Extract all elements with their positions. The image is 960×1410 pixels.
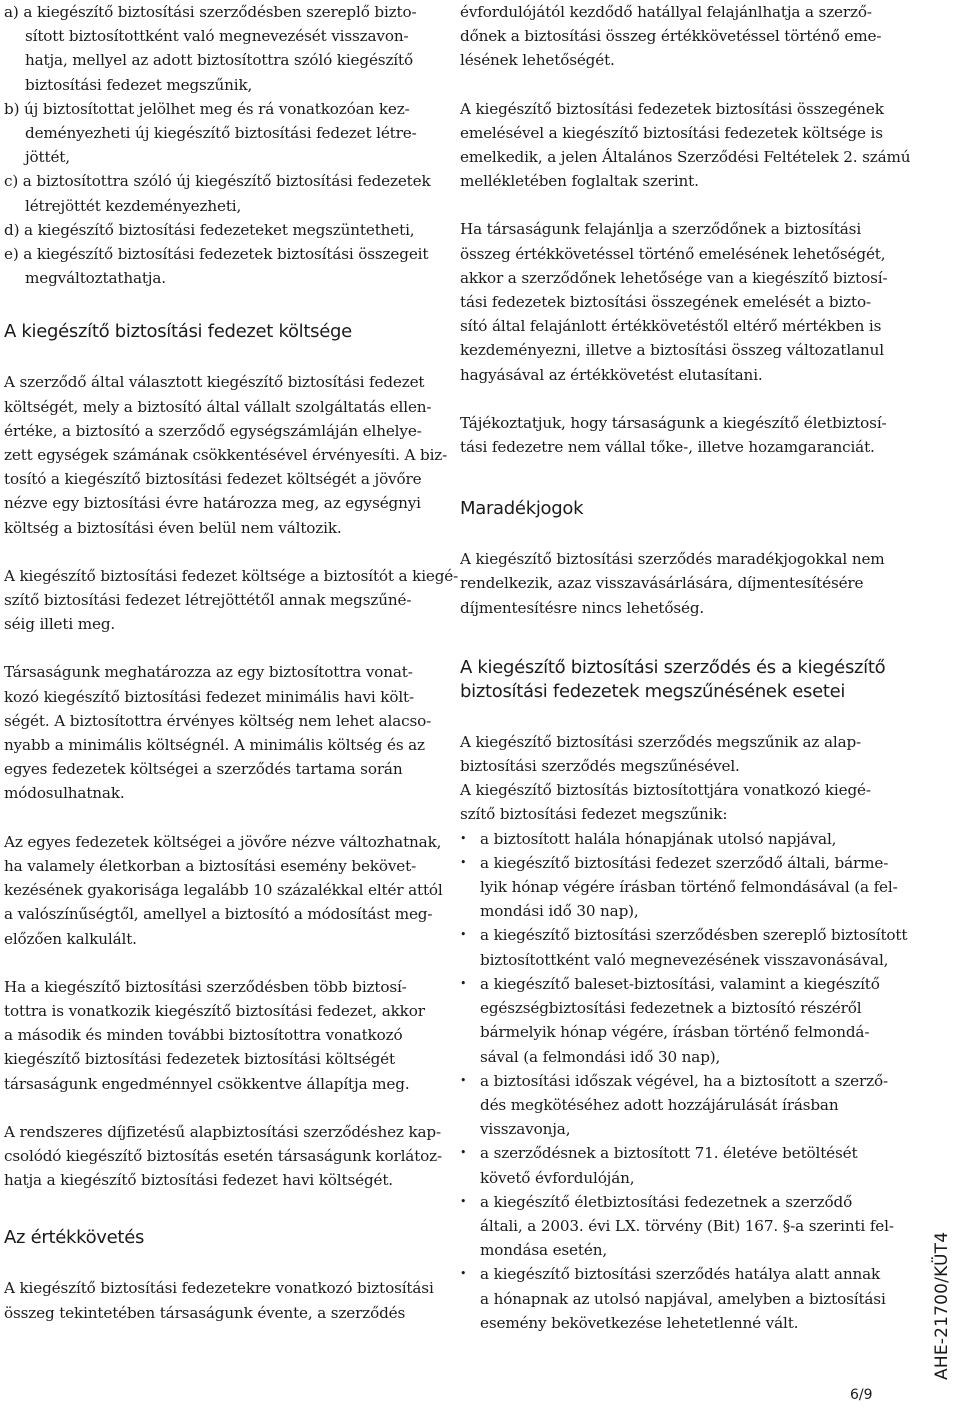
text-line: ségét. A biztosítottra érvényes költség nem lehet alacso-: [4, 711, 432, 730]
text-line: deményezheti új kiegészítő biztosítási fedezet létre-: [25, 124, 417, 143]
text-line: összeg értékkövetéssel történő emelésének lehetőségét,: [460, 244, 886, 263]
bullet-dot: •: [460, 1267, 467, 1281]
bullet-item: [460, 923, 908, 947]
text-line: A kiegészítő biztosítási fedezetekre vonatkozó biztosítási: [4, 1279, 434, 1298]
text-line: egyes fedezetek költségei a szerződés tartama során: [4, 760, 403, 779]
section-heading: biztosítási fedezetek megszűnésének esetei: [460, 680, 846, 702]
text-line: mellékletében foglaltak szerint.: [460, 172, 699, 191]
spacer: [460, 704, 884, 730]
spacer: [4, 290, 428, 320]
spacer: [4, 344, 428, 370]
bullet-item: [460, 972, 884, 996]
text-line: Tájékoztatjuk, hogy társaságunk a kiegészítő életbiztosí-: [460, 413, 887, 432]
bullet-text: a kiegészítő biztosítási szerződés hatálya alatt annak: [480, 1265, 881, 1284]
spacer: [460, 459, 884, 497]
text-line: létrejöttét kezdeményezheti,: [25, 196, 242, 215]
text-line: szítő biztosítási fedezet létrejöttétől annak megszűné-: [4, 591, 412, 610]
text-line: Társaságunk meghatározza az egy biztosítottra vonat-: [4, 663, 413, 682]
bullet-text: a kiegészítő életbiztosítási fedezetnek a szerződő: [480, 1192, 853, 1211]
text-line: A rendszeres díjfizetésű alapbiztosítási szerződéshez kap-: [4, 1122, 441, 1141]
right-column: [460, 0, 911, 1335]
text-line: kozó kiegészítő biztosítási fedezet minimális havi költ-: [4, 687, 414, 706]
text-line: A kiegészítő biztosítás biztosítottjára vonatkozó kiegé-: [460, 781, 871, 800]
bullet-dot: •: [460, 976, 467, 990]
text-line: ha valamely életkorban a biztosítási esemény bekövet-: [4, 856, 417, 875]
text-line: sított biztosítottként való megnevezését visszavon-: [25, 27, 409, 46]
text-line: Ha a kiegészítő biztosítási szerződésben több biztosí-: [4, 977, 407, 996]
text-line: értéke, a biztosító a szerződő egységszámláján elhelye-: [4, 421, 422, 440]
bullet-item: [460, 1069, 888, 1093]
text-line: hagyásával az értékkövetést elutasítani.: [460, 365, 763, 384]
bullet-item: [460, 1141, 884, 1165]
bullet-text: a szerződésnek a biztosított 71. életéve betöltését: [480, 1144, 858, 1163]
bullet-text: követő évfordulóján,: [480, 1168, 635, 1187]
bullet-continuation: [460, 875, 898, 899]
bullet-text: a kiegészítő biztosítási fedezet szerződő általi, bárme-: [480, 853, 889, 872]
bullet-continuation: [460, 1020, 884, 1044]
text-line: megváltoztathatja.: [25, 269, 166, 288]
text-line: rendelkezik, azaz visszavásárlására, díjmentesítésére: [460, 574, 864, 593]
text-line: sító által felajánlott értékkövetéstől eltérő mértékben is: [460, 317, 882, 336]
bullet-continuation: [460, 899, 884, 923]
spacer: [460, 73, 884, 97]
text-line: b) új biztosítottat jelölhet meg és rá vonatkozóan kez-: [4, 99, 410, 118]
spacer: [4, 1192, 428, 1226]
text-line: Ha társaságunk felajánlja a szerződőnek a biztosítási: [460, 220, 862, 239]
section-heading: A kiegészítő biztosítási fedezet költsége: [4, 321, 352, 343]
text-line: tottra is vonatkozik kiegészítő biztosítási fedezet, akkor: [4, 1001, 425, 1020]
text-line: biztosítási szerződés megszűnésével.: [460, 757, 740, 776]
bullet-text: sával (a felmondási idő 30 nap),: [480, 1047, 721, 1066]
text-line: akkor a szerződőnek lehetősége van a kiegészítő biztosí-: [460, 268, 888, 287]
text-line: A kiegészítő biztosítási szerződés maradékjogokkal nem: [460, 550, 885, 569]
text-line: e) a kiegészítő biztosítási fedezetek biztosítási összegeit: [4, 245, 429, 264]
text-line: kezésének gyakorisága legalább 10 százalékkal eltér attól: [4, 881, 443, 900]
bullet-text: dés megkötéséhez adott hozzájárulását írásban: [480, 1095, 839, 1114]
document-code: AHE-21700/KÜT4: [932, 1231, 952, 1380]
bullet-continuation: [460, 996, 884, 1020]
text-line: a valószínűségtől, amellyel a biztosító a módosítást meg-: [4, 905, 433, 924]
text-line: összeg tekintetében társaságunk évente, a szerződés: [4, 1303, 406, 1322]
text-line: emelkedik, a jelen Általános Szerződési Feltételek 2. számú: [460, 148, 911, 167]
bullet-continuation: [460, 1214, 894, 1238]
bullet-text: mondási idő 30 nap),: [480, 902, 639, 921]
bullet-text: egészségbiztosítási fedezetnek a biztosító részéről: [480, 999, 862, 1018]
text-line: előzően kalkulált.: [4, 929, 137, 948]
spacer: [460, 620, 884, 656]
text-line: a) a kiegészítő biztosítási szerződésben szereplő bizto-: [4, 3, 417, 21]
bullet-text: a hónapnak az utolsó napjával, amelyben a biztosítási: [480, 1289, 886, 1308]
text-line: Az egyes fedezetek költségei a jövőre nézve változhatnak,: [4, 832, 442, 851]
bullet-dot: •: [460, 1194, 467, 1208]
text-line: A kiegészítő biztosítási fedezetek biztosítási összegének: [460, 99, 884, 118]
bullet-dot: •: [460, 831, 467, 845]
bullet-dot: •: [460, 1073, 467, 1087]
text-line: lésének lehetőségét.: [460, 51, 615, 70]
bullet-text: a kiegészítő baleset-biztosítási, valamint a kiegészítő: [480, 974, 880, 993]
bullet-text: lyik hónap végére írásban történő felmondásával (a fel-: [480, 878, 898, 897]
text-line: d) a kiegészítő biztosítási fedezeteket megszüntetheti,: [4, 220, 415, 239]
bullet-continuation: [460, 1117, 884, 1141]
bullet-text: mondása esetén,: [480, 1241, 607, 1260]
bullet-dot: •: [460, 928, 467, 942]
text-line: séig illeti meg.: [4, 615, 116, 634]
bullet-text: visszavonja,: [480, 1120, 571, 1139]
spacer: [4, 806, 428, 830]
text-line: hatja a kiegészítő biztosítási fedezet havi költségét.: [4, 1171, 393, 1190]
bullet-continuation: [460, 1287, 884, 1311]
bullet-text: biztosítottként való megnevezésének visszavonásával,: [480, 950, 889, 969]
text-line: tási fedezetre nem vállal tőke-, illetve hozamgaranciát.: [460, 438, 875, 457]
text-line: kezdeményezni, illetve a biztosítási összeg változatlanul: [460, 341, 884, 360]
page-number: 6/9: [850, 1387, 873, 1403]
bullet-item: [460, 1190, 884, 1214]
text-line: c) a biztosítottra szóló új kiegészítő biztosítási fedezetek: [4, 172, 431, 191]
spacer: [4, 540, 428, 564]
bullet-text: a biztosítási időszak végével, ha a biztosított a szerző-: [480, 1071, 888, 1090]
text-line: csolódó kiegészítő biztosítás esetén társaságunk korlátoz-: [4, 1146, 442, 1165]
text-line: emelésével a kiegészítő biztosítási fedezetek költsége is: [460, 123, 883, 142]
text-line: nézve egy biztosítási évre határozza meg, az egységnyi: [4, 494, 421, 513]
bullet-dot: •: [460, 1146, 467, 1160]
spacer: [4, 951, 428, 975]
spacer: [4, 636, 428, 660]
text-line: A szerződő által választott kiegészítő biztosítási fedezet: [4, 373, 425, 392]
section-heading: Maradékjogok: [460, 498, 584, 520]
text-line: díjmentesítésre nincs lehetőség.: [460, 598, 705, 617]
bullet-text: bármelyik hónap végére, írásban történő felmondá-: [480, 1023, 870, 1042]
text-line: kiegészítő biztosítási fedezetek biztosítási költségét: [4, 1050, 395, 1069]
section-heading: A kiegészítő biztosítási szerződés és a kiegészítő: [460, 656, 886, 678]
text-line: költségét, mely a biztosító által vállalt szolgáltatás ellen-: [4, 397, 432, 416]
text-line: hatja, mellyel az adott biztosítottra szóló kiegészítő: [25, 51, 413, 70]
text-line: tosító a kiegészítő biztosítási fedezet költségét a jövőre: [4, 470, 422, 489]
bullet-text: esemény bekövetkezése lehetetlenné vált.: [480, 1313, 799, 1332]
bullet-text: a biztosított halála hónapjának utolsó napjával,: [480, 829, 837, 848]
text-line: A kiegészítő biztosítási fedezet költsége a biztosítót a kiegé-: [4, 566, 459, 585]
text-line: költség a biztosítási éven belül nem változik.: [4, 518, 342, 537]
text-line: nyabb a minimális költségnél. A minimális költség és az: [4, 736, 425, 755]
bullet-text: általi, a 2003. évi LX. törvény (Bit) 167. §-a szerinti fel-: [480, 1216, 894, 1235]
bullet-item: [460, 1262, 884, 1286]
text-line: a második és minden további biztosítottra vonatkozó: [4, 1026, 403, 1045]
bullet-continuation: [460, 1166, 884, 1190]
bullet-item: [460, 827, 884, 851]
text-line: jöttét,: [25, 148, 70, 167]
bullet-item: [460, 851, 889, 875]
section-heading: Az értékkövetés: [4, 1227, 145, 1249]
text-line: tási fedezetek biztosítási összegének emelését a bizto-: [460, 293, 871, 312]
bullet-continuation: [460, 1093, 884, 1117]
bullet-continuation: [460, 1311, 884, 1335]
text-line: szítő biztosítási fedezet megszűnik:: [460, 805, 728, 824]
bullet-dot: •: [460, 855, 467, 869]
text-line: évfordulójától kezdődő hatállyal felajánlhatja a szerző-: [460, 3, 872, 21]
bullet-continuation: [460, 1045, 884, 1069]
bullet-continuation: [460, 948, 889, 972]
left-column: [4, 0, 459, 1325]
bullet-continuation: [460, 1238, 884, 1262]
text-line: A kiegészítő biztosítási szerződés megszűnik az alap-: [460, 732, 862, 751]
spacer: [4, 1250, 428, 1276]
text-line: biztosítási fedezet megszűnik,: [25, 75, 253, 94]
text-line: zett egységek számának csökkentésével érvényesíti. A biz-: [4, 446, 448, 465]
bullet-text: a kiegészítő biztosítási szerződésben szereplő biztosított: [480, 926, 908, 945]
text-line: társaságunk engedménnyel csökkentve állapítja meg.: [4, 1074, 410, 1093]
spacer: [460, 521, 884, 547]
spacer: [4, 1096, 428, 1120]
spacer: [460, 193, 884, 217]
spacer: [460, 387, 884, 411]
text-line: módosulhatnak.: [4, 784, 125, 803]
text-line: dőnek a biztosítási összeg értékkövetéssel történő eme-: [460, 27, 882, 46]
